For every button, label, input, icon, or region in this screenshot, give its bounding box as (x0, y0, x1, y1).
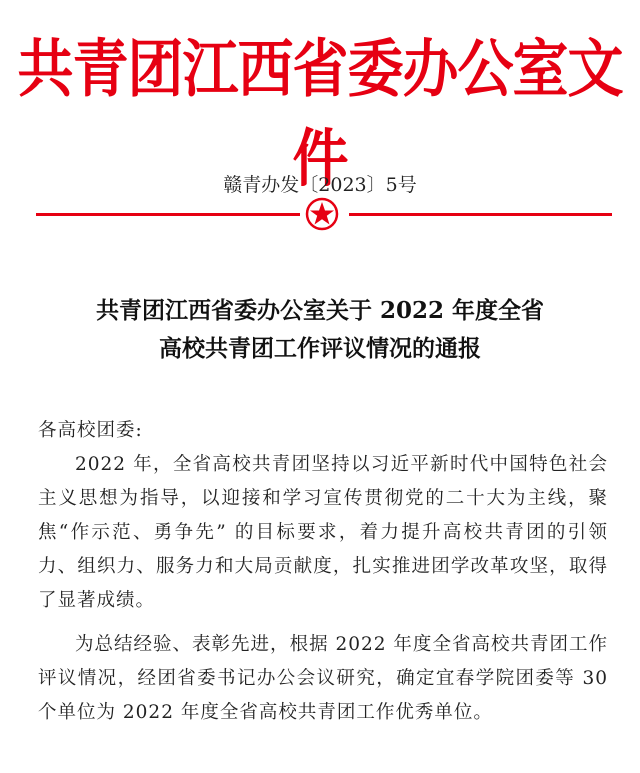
paragraph-1: 2022 年，全省高校共青团坚持以习近平新时代中国特色社会主义思想为指导，以迎接和学习宣传贯彻党的二十大为主线，聚焦“作示范、勇争先” 的目标要求，着力提升高校共青团的引领力、组织力、服务力和大局贡献度，扎实推进团学改革攻坚，取得了显著成绩。 (38, 454, 608, 611)
document-title (30, 292, 610, 368)
red-divider-right (349, 213, 612, 216)
paragraph-2: 为总结经验、表彰先进，根据 2022 年度全省高校共青团工作评议情况，经团省委书记办公会议研究，确定宜春学院团委等 30 个单位为 2022 年度全省高校共青团工作优秀单位。 (38, 634, 608, 723)
document-number: 赣青办发〔2023〕5号 (223, 174, 417, 196)
masthead-title: 共青团江西省委办公室文件 (17, 32, 623, 196)
red-divider-left (36, 213, 300, 216)
title-line-1: 共青团江西省委办公室关于 2022 年度全省 (95, 297, 545, 324)
document-body (38, 414, 608, 730)
salutation: 各高校团委: (38, 420, 143, 441)
red-star-icon (304, 196, 340, 232)
title-line-2: 高校共青团工作评议情况的通报 (159, 335, 481, 362)
